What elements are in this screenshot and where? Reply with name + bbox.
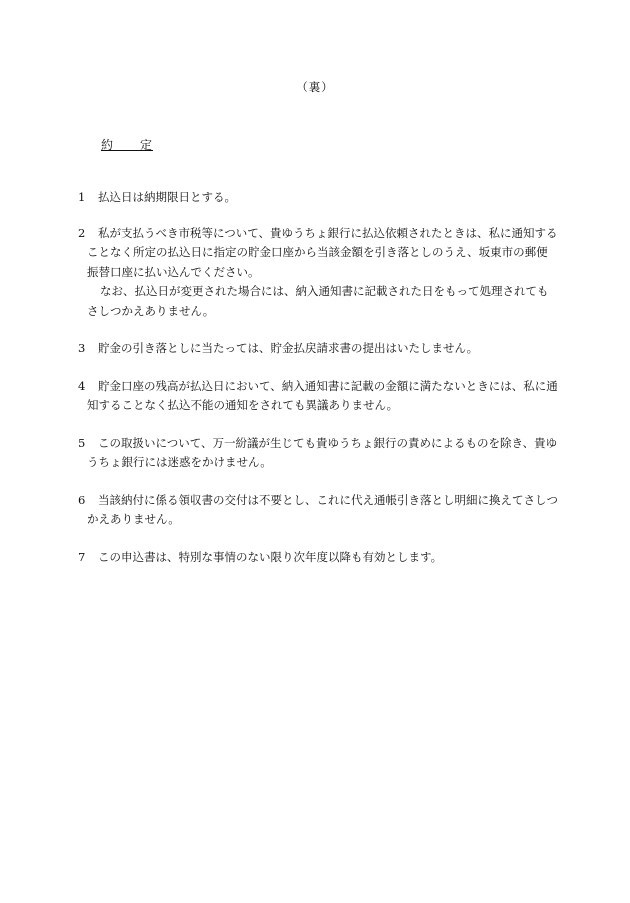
clause-6 <box>78 491 558 530</box>
clause-number: 7 <box>78 549 86 564</box>
section-title: 約 定 <box>101 138 154 152</box>
clause-2 <box>78 224 558 322</box>
clause-number: 2 <box>78 225 86 240</box>
clause-number: 1 <box>78 190 86 204</box>
clause-text: 貯金口座の残高が払込日において、納入通知書に記載の金額に満たないときには、私に通知することなく払込不能の通知をされても異議ありません。 <box>87 378 558 412</box>
clause-list <box>78 188 558 585</box>
clause-7 <box>78 548 558 568</box>
clause-4 <box>78 377 558 416</box>
clause-1 <box>78 188 558 208</box>
clause-text: この取扱いについて、万一紛議が生じても貴ゆうちょ銀行の責めによるものを除き、貴ゆうちょ銀行には迷惑をかけません。 <box>87 435 558 469</box>
clause-text: 払込日は納期限日とする。 <box>98 190 236 204</box>
clause-text: この申込書は、特別な事情のない限り次年度以降も有効とします。 <box>98 549 443 564</box>
clause-text: 貯金の引き落としに当たっては、貯金払戻請求書の提出はいたしません。 <box>98 341 479 355</box>
clause-number: 5 <box>78 435 86 450</box>
clause-number: 6 <box>78 492 86 507</box>
clause-3 <box>78 339 558 359</box>
clause-continuation: なお、払込日が変更された場合には、納入通知書に記載された日をもって処理されてもさしつかえありません。 <box>87 284 549 318</box>
clause-number: 3 <box>78 341 86 355</box>
clause-text: 私が支払うべき市税等について、貴ゆうちょ銀行に払込依頼されたときは、私に通知することなく所定の払込日に指定の貯金口座から当該金額を引き落としのうえ、坂東市の郵便振替口座に払い込んでください。 <box>87 225 558 279</box>
clause-text: 当該納付に係る領収書の交付は不要とし、これに代え通帳引き落とし明細に換えてさしつかえありません。 <box>87 492 558 526</box>
page-heading: （裏） <box>296 80 334 94</box>
clause-5 <box>78 434 558 473</box>
clause-number: 4 <box>78 378 86 393</box>
